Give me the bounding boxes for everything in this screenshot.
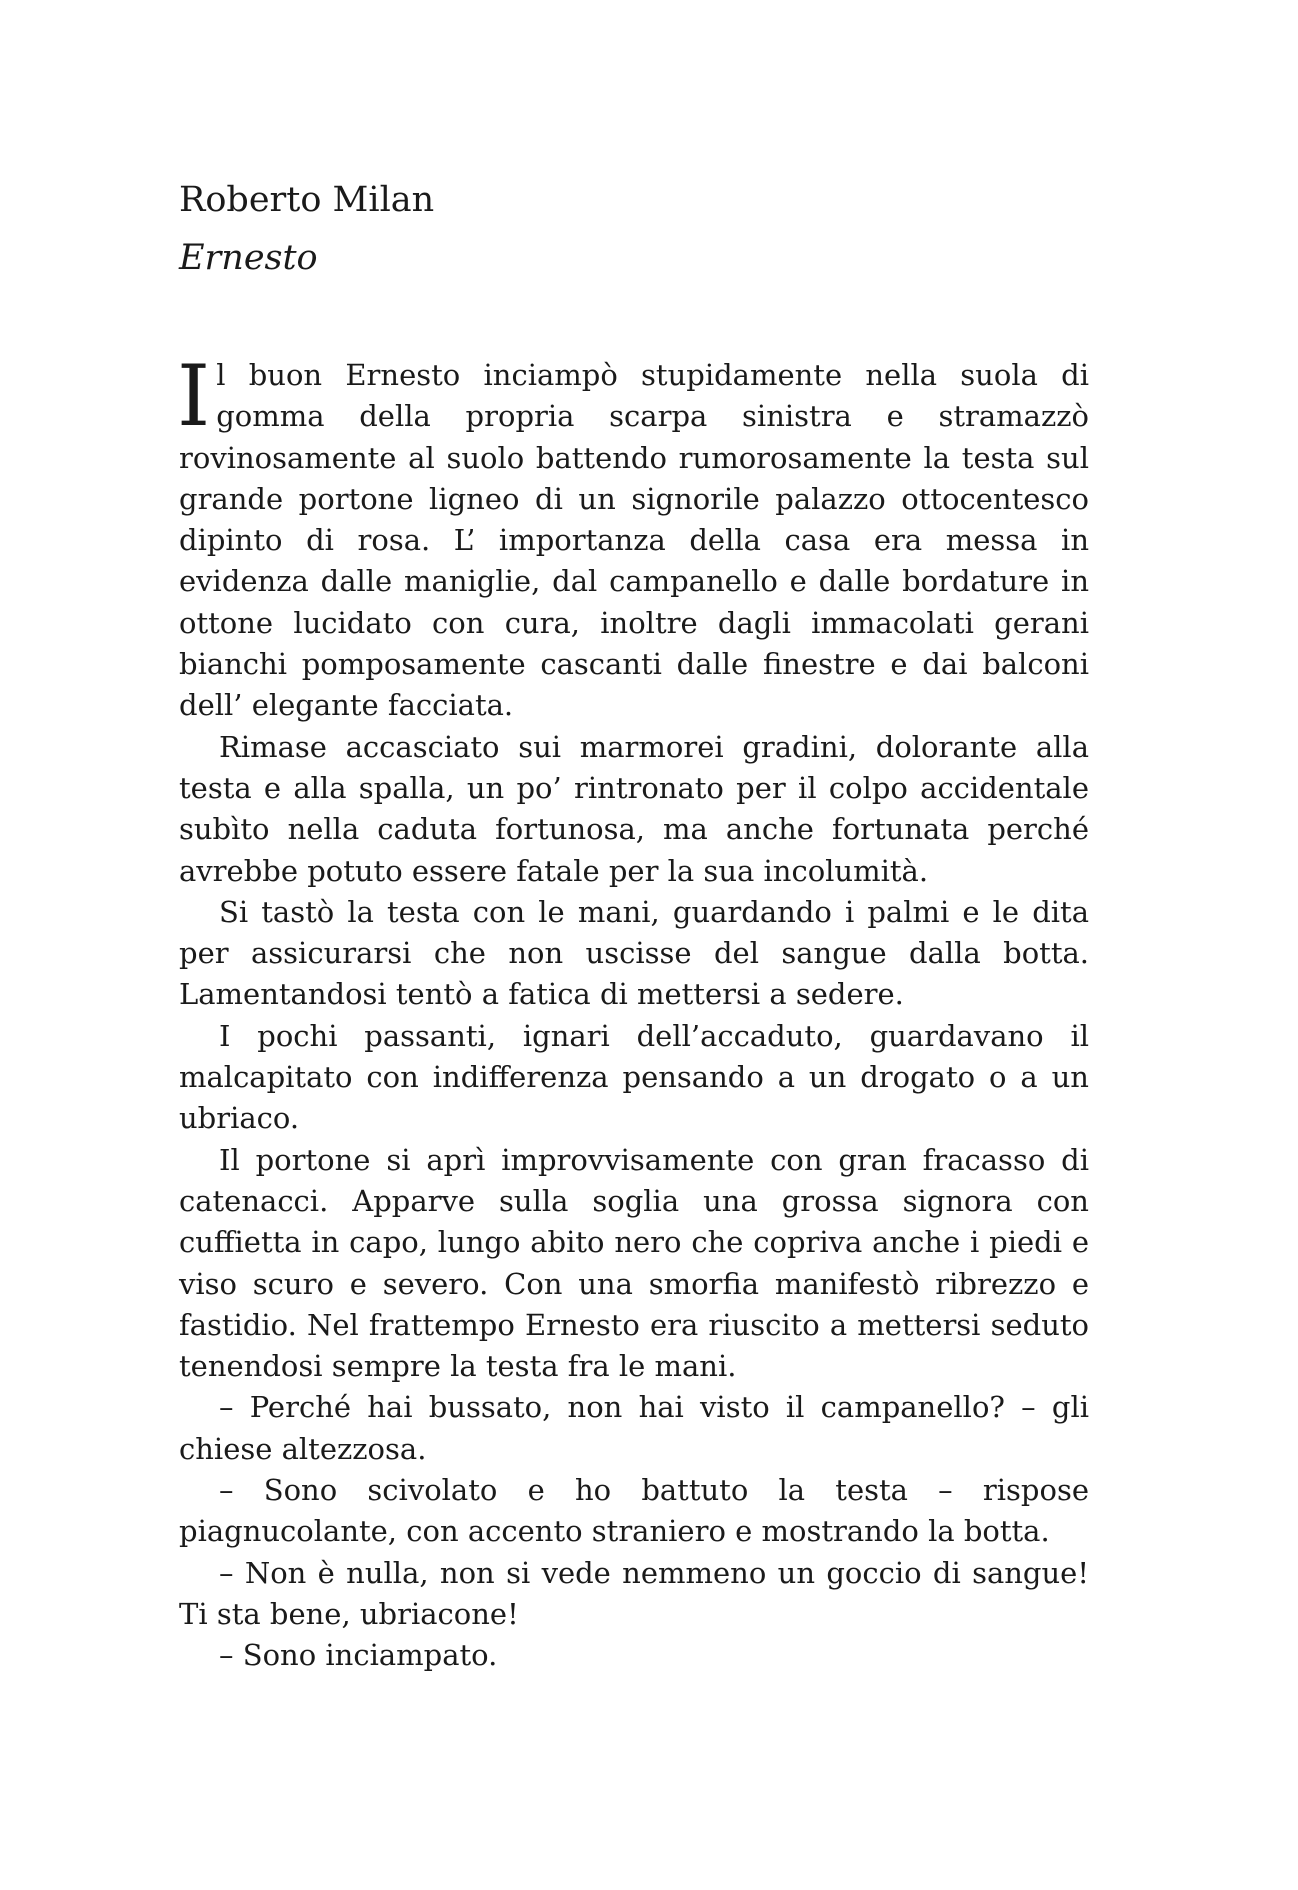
story-title: Ernesto: [179, 238, 318, 278]
paragraph-2: Rimase accasciato sui marmorei gradini, dolorante alla testa e alla spalla, un po’ rintronato per il colpo accidentale subìto nella caduta fortunosa, ma anche fortunata perché avrebbe potuto essere fatale per la sua incolumità.: [179, 729, 1089, 888]
story-body: [177, 347, 1089, 1677]
paragraph-4: I pochi passanti, ignari dell’accaduto, guardavano il malcapitato con indifferenza pensando a un drogato o a un ubriaco.: [179, 1018, 1089, 1136]
dialogue-line-4: – Sono inciampato.: [219, 1638, 498, 1673]
dialogue-line-3: – Non è nulla, non si vede nemmeno un goccio di sangue! Ti sta bene, ubriacone!: [179, 1555, 1089, 1631]
paragraph-3: Si tastò la testa con le mani, guardando i palmi e le dita per assicurarsi che non uscisse del sangue dalla botta. Lamentandosi tentò a fatica di mettersi a sedere.: [179, 894, 1089, 1012]
paragraph-text: l buon Ernesto inciampò stupidamente nella suola di gomma della propria scarpa sinistra e stramazzò rovinosamente al suolo battendo rumorosamente la testa sul grande portone ligneo di un signorile palazzo ottocentesco dipinto di rosa. L’ importanza della casa era messa in evidenza dalle maniglie, dal campanello e dalle bordature in ottone lucidato con cura, inoltre dagli immacolati gerani bianchi pomposamente cascanti dalle finestre e dai balconi dell’ elegante facciata.: [179, 358, 1089, 723]
dialogue-line-2: – Sono scivolato e ho battuto la testa – rispose piagnucolante, con accento straniero e mostrando la botta.: [179, 1473, 1089, 1549]
drop-cap: I: [177, 347, 211, 445]
paragraph-5: Il portone si aprì improvvisamente con gran fracasso di catenacci. Apparve sulla soglia una grossa signora con cuffietta in capo, lungo abito nero che copriva anche i piedi e viso scuro e severo. Con una smorfia manifestò ribrezzo e fastidio. Nel frattempo Ernesto era riuscito a mettersi seduto tenendosi sempre la testa fra le mani.: [179, 1142, 1089, 1384]
dialogue-line-1: – Perché hai bussato, non hai visto il campanello? – gli chiese altezzosa.: [179, 1390, 1089, 1466]
author-name: Roberto Milan: [179, 180, 435, 220]
paragraph-1: [177, 347, 1089, 727]
